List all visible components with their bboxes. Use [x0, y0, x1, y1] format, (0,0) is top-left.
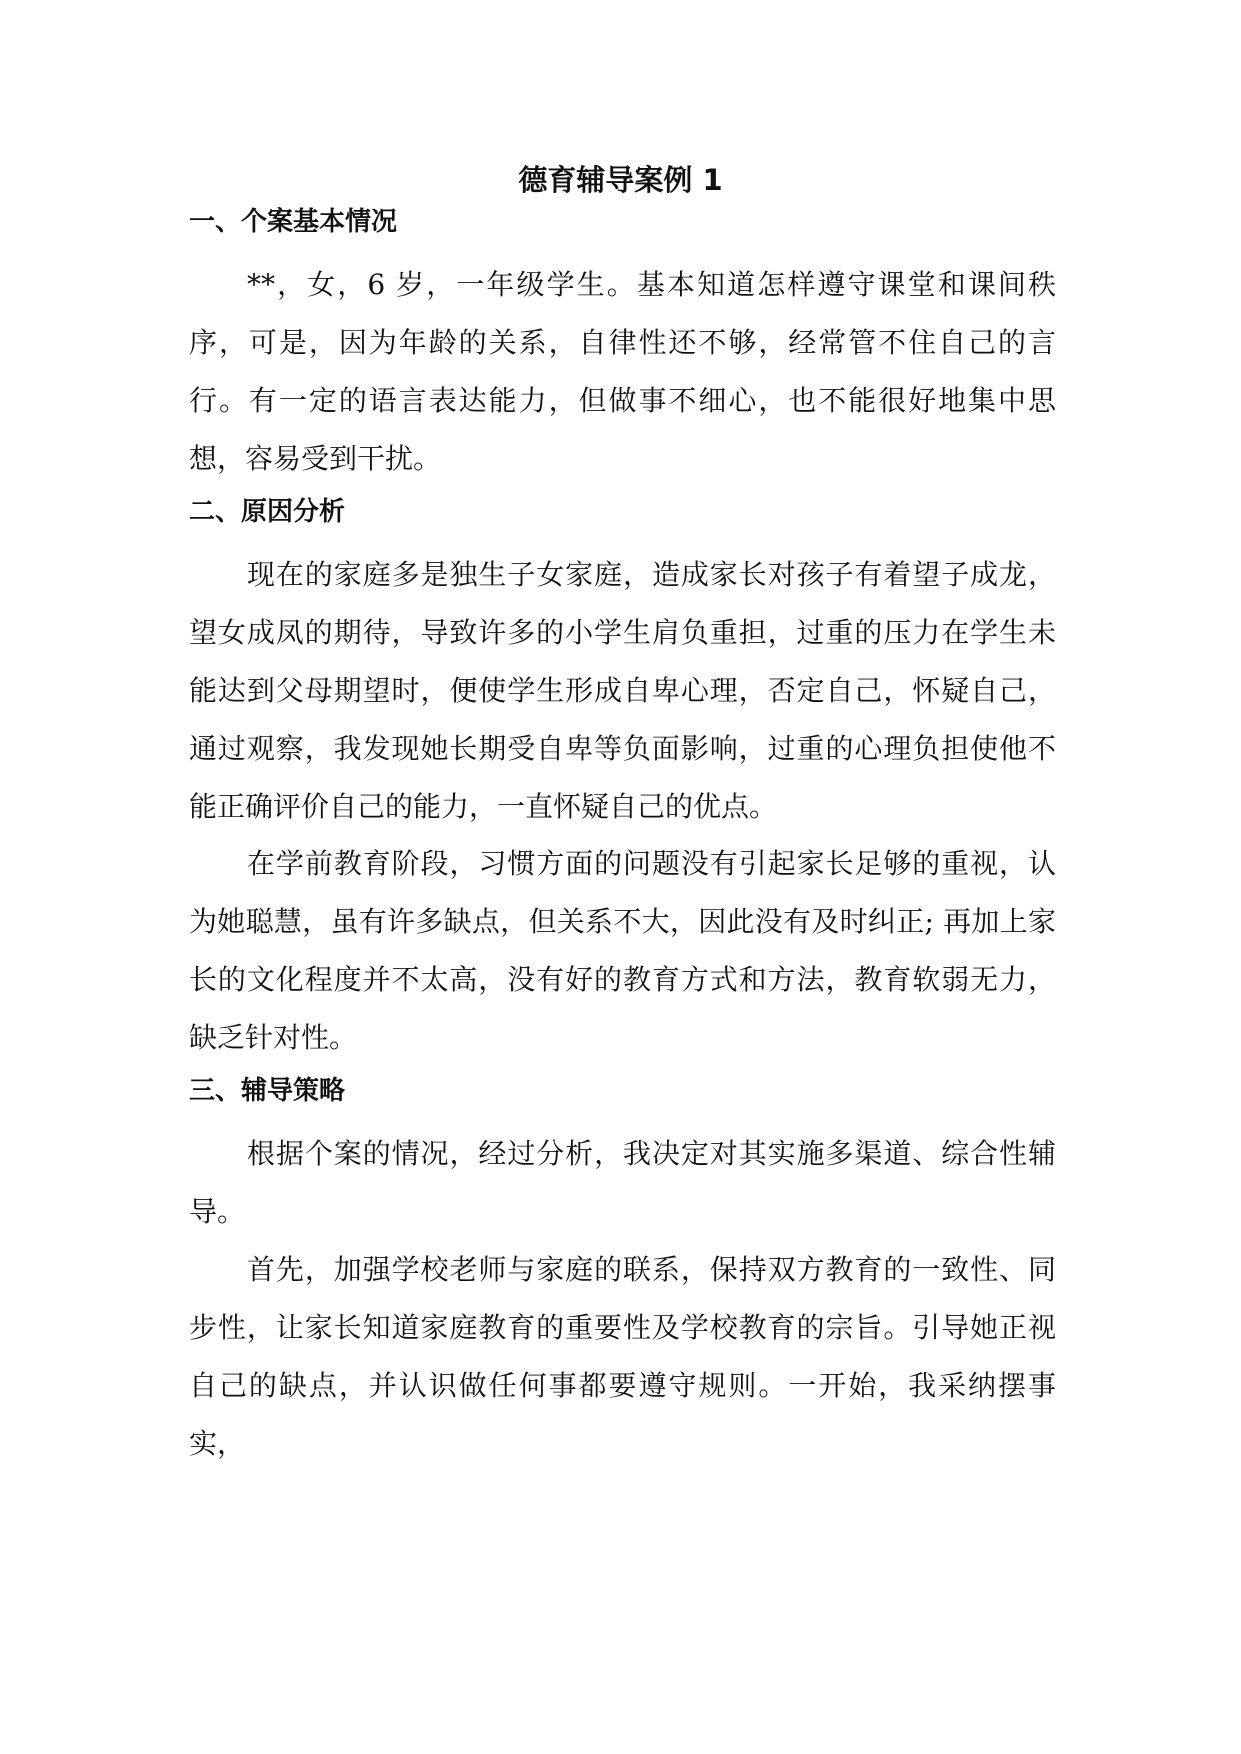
section-heading-strategy: 三、辅导策略 — [189, 1076, 346, 1106]
section-heading-cause-analysis: 二、原因分析 — [189, 497, 346, 527]
section-heading-basic-info: 一、个案基本情况 — [189, 207, 398, 237]
paragraph-cause-analysis-1: 现在的家庭多是独生子女家庭，造成家长对孩子有着望子成龙，望女成凤的期待，导致许多的小学生肩负重担，过重的压力在学生未能达到父母期望时，便使学生形成自卑心理，否定自己，怀疑自己，通过观察，我发现她长期受自卑等负面影响，过重的心理负担使他不能正确评价自己的能力，一直怀疑自己的优点。 — [189, 558, 1056, 823]
paragraph-strategy-1: 根据个案的情况，经过分析，我决定对其实施多渠道、综合性辅导。 — [189, 1137, 1056, 1228]
paragraph-basic-info: **，女，6 岁，一年级学生。基本知道怎样遵守课堂和课间秩序，可是，因为年龄的关系，自律性还不够，经常管不住自己的言行。有一定的语言表达能力，但做事不细心，也不能很好地集中思想，容易受到干扰。 — [189, 268, 1056, 475]
paragraph-cause-analysis-2: 在学前教育阶段，习惯方面的问题没有引起家长足够的重视，认为她聪慧，虽有许多缺点，但关系不大，因此没有及时纠正; 再加上家长的文化程度并不太高，没有好的教育方式和方法，教育软弱无力，缺乏针对性。 — [189, 847, 1056, 1054]
page-title: 德育辅导案例 1 — [518, 163, 723, 197]
paragraph-strategy-2: 首先，加强学校老师与家庭的联系，保持双方教育的一致性、同步性，让家长知道家庭教育的重要性及学校教育的宗旨。引导她正视自己的缺点，并认识做任何事都要遵守规则。一开始，我采纳摆事实， — [189, 1253, 1056, 1460]
